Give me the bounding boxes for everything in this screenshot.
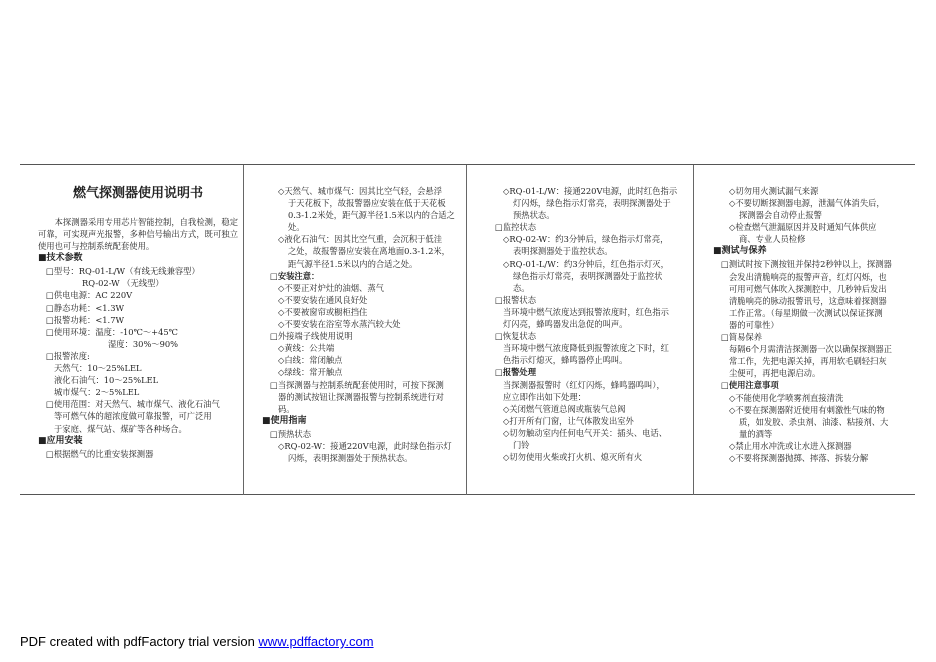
text-line: 探测器会自动停止报警 <box>739 210 822 221</box>
text-line: 会发出清脆响亮的报警声音，红灯闪烁，也 <box>729 271 887 282</box>
footer-text: PDF created with pdfFactory trial version <box>20 634 259 649</box>
list-item: ◇不要被窗帘或橱柜挡住 <box>278 306 368 317</box>
list-item: ◇RQ-01-L/W：接通220V电源，此时红色指示 <box>503 186 678 196</box>
pdffactory-link[interactable]: www.pdffactory.com <box>258 634 374 649</box>
text-line: □监控状态 <box>495 222 537 233</box>
text-line: 当环境中燃气浓度降低到报警浓度之下时，红 <box>503 343 669 354</box>
spec-alarm-power: □报警功耗：<1.7W <box>46 314 124 325</box>
column-4 <box>713 185 913 464</box>
text-line: 量的酒等 <box>739 428 773 439</box>
text-line: 当探测器报警时（红灯闪烁，蜂鸣器鸣叫）， <box>503 379 665 390</box>
text-line: 应立即作出如下处理： <box>503 391 586 402</box>
spec-alarm-concentration: □报警浓度: <box>46 350 90 361</box>
text-line: 绿色指示灯常亮，表明探测器处于监控状 <box>513 270 663 281</box>
text-line: □简易保养 <box>721 332 763 343</box>
text-line: □恢复状态 <box>495 331 537 342</box>
install-item: □根据燃气的比重安装探测器 <box>46 448 154 459</box>
list-item: ◇绿线：常开触点 <box>278 367 343 378</box>
list-item: ◇不要切断探测器电源，泄漏气体消失后， <box>729 198 885 209</box>
list-item: ◇切勿用火测试漏气来源 <box>729 186 819 196</box>
tech-params-heading: ■技术参数 <box>38 253 83 264</box>
spec-scope: □使用范围：对天然气、城市煤气、液化石油气 <box>46 399 220 410</box>
usage-notes-heading: □使用注意事项 <box>721 380 779 391</box>
spec-env-temp: □使用环境：温度：-10℃～+45℃ <box>46 326 178 337</box>
text-line: 常工作，先把电源关掉，再用软毛刷轻扫灰 <box>729 356 887 367</box>
spec-model: □型号：RQ-01-L/W（有线无线兼容型） <box>46 266 200 277</box>
text-line: 清脆响亮的脉动报警讯号，这意味着探测器 <box>729 295 887 306</box>
list-item: ◇打开所有门窗，让气体散发出室外 <box>503 415 634 426</box>
conc-coal-gas: 城市煤气：2～5%LEL <box>54 387 140 398</box>
text-line: 可用可燃气体吹入探测腔中，几秒钟后发出 <box>729 283 887 294</box>
list-item: ◇切勿使用火柴或打火机、熄灭所有火 <box>503 452 643 463</box>
text-line: □测试时按下测按钮并保持2秒钟以上，探测器 <box>721 259 892 270</box>
list-item: ◇黄线：公共端 <box>278 343 335 354</box>
install-notes-heading: □安装注意： <box>270 270 320 281</box>
list-item: ◇关闭燃气管道总阀或瓶装气总阀 <box>503 403 626 414</box>
column-divider <box>693 165 694 495</box>
text-line: 处。 <box>288 222 305 233</box>
text-line: 当环境中燃气浓度达到报警浓度时，红色指示 <box>503 306 669 317</box>
spec-env-humidity: 湿度：30%～90% <box>108 338 179 349</box>
text-line: 预热状态。 <box>513 210 555 221</box>
install-heading: ■应用安装 <box>38 435 83 446</box>
text-line: 质，如发胶、杀虫剂、油漆、粘接剂、大 <box>739 416 889 427</box>
list-item: ◇不要在探测器附近使用有刺激性气味的物 <box>729 404 885 415</box>
column-divider <box>243 165 244 495</box>
conc-natural-gas: 天然气：10～25%LEL <box>54 363 142 374</box>
text-line: 闪烁，表明探测器处于预热状态。 <box>288 452 413 463</box>
list-item: ◇禁止用水冲洗或让水进入探测器 <box>729 440 852 451</box>
document-title: 燃气探测器使用说明书 <box>72 186 203 201</box>
text-line: 之处，故报警器应安装在离地面0.3-1.2米， <box>288 246 450 257</box>
text-line: 0.3-1.2米处，距气源半径1.5米以内的合适之 <box>288 210 455 221</box>
test-maintenance-heading: ■测试与保养 <box>713 246 767 257</box>
text-line: 工作正常。（每星期做一次测试以保证探测 <box>729 307 883 318</box>
list-item: ◇检查燃气泄漏原因并及时通知气体供应 <box>729 222 877 233</box>
list-item: ◇白线：常闭触点 <box>278 355 343 366</box>
list-item: ◇RQ-02-W：接通220V电源，此时绿色指示灯 <box>278 440 452 451</box>
text-line: ◇天然气、城市煤气：因其比空气轻，会悬浮 <box>278 186 443 196</box>
text-line: 态。 <box>513 282 530 293</box>
text-line: □外接端子线使用说明 <box>270 331 353 342</box>
column-1 <box>38 180 238 460</box>
text-line: ◇液化石油气：因其比空气重，会沉积于低洼 <box>278 234 443 245</box>
text-line: 表明探测器处于监控状态。 <box>513 246 613 257</box>
text-line: 于天花板下，故报警器应安装在低于天花板 <box>288 198 446 209</box>
top-rule <box>20 164 915 165</box>
text-line: □报警状态 <box>495 294 537 305</box>
list-item: ◇不要安装在通风良好处 <box>278 294 368 305</box>
text-line: 每隔6个月需清洁探测器一次以确保探测器正 <box>729 344 892 355</box>
spec-scope: 等可燃气体的超浓度做可靠报警，可广泛用 <box>54 411 212 422</box>
list-item: ◇不要正对炉灶的油烟、蒸气 <box>278 282 384 293</box>
text-line: □当探测器与控制系统配套使用时，可按下探测 <box>270 379 444 390</box>
text-line: 色指示灯熄灭，蜂鸣器停止鸣叫。 <box>503 355 628 366</box>
usage-guide-heading: ■使用指南 <box>262 415 307 426</box>
spec-scope: 于家庭、煤气站、煤矿等各种场合。 <box>54 423 187 434</box>
bottom-rule <box>20 494 915 495</box>
spec-static-power: □静态功耗：<1.3W <box>46 302 124 313</box>
list-item: ◇RQ-02-W：约3分钟后，绿色指示灯常亮， <box>503 234 669 245</box>
text-line: 灯闪亮，蜂鸣器发出急促的叫声。 <box>503 319 628 330</box>
list-item: ◇不要将探测器抛掷、摔落、拆装分解 <box>729 452 869 463</box>
text-line: 商、专业人员检修 <box>739 234 806 245</box>
text-line: 灯闪烁，绿色指示灯常亮，表明探测器处于 <box>513 198 671 209</box>
text-line: □预热状态 <box>270 428 312 439</box>
text-line: 器的测试按钮让探测器报警与控制系统进行对 <box>278 391 444 402</box>
spec-model-2: RQ-02-W （无线型） <box>82 278 164 289</box>
alarm-handling-heading: □报警处理 <box>495 367 537 378</box>
list-item: ◇不要安装在浴室等水蒸汽较大处 <box>278 319 401 330</box>
column-2 <box>262 185 462 464</box>
text-line: 器的可靠性） <box>729 319 779 330</box>
list-item: ◇切勿触动室内任何电气开关：插头、电话、 <box>503 427 668 438</box>
column-divider <box>466 165 467 495</box>
text-line: 码。 <box>278 403 295 414</box>
conc-lpg: 液化石油气：10～25%LEL <box>54 375 159 386</box>
column-3 <box>487 185 687 463</box>
pdf-footer <box>20 634 374 649</box>
text-line: 距气源半径1.5米以内的合适之处。 <box>288 258 418 269</box>
intro-paragraph: 本探测器采用专用芯片智能控制，自我检测，稳定可靠，可实现声光报警，多种信号输出方式，既可独立使用也可与控制系统配套使用。 <box>38 217 238 252</box>
text-line: 尘便可，再把电源启动。 <box>729 368 821 379</box>
spec-power: □供电电源：AC 220V <box>46 290 133 301</box>
list-item: ◇RQ-01-L/W：约3分钟后，红色指示灯灭， <box>503 258 669 269</box>
text-line: 门铃 <box>513 439 530 450</box>
list-item: ◇不能使用化学喷雾剂直接清洗 <box>729 392 844 403</box>
